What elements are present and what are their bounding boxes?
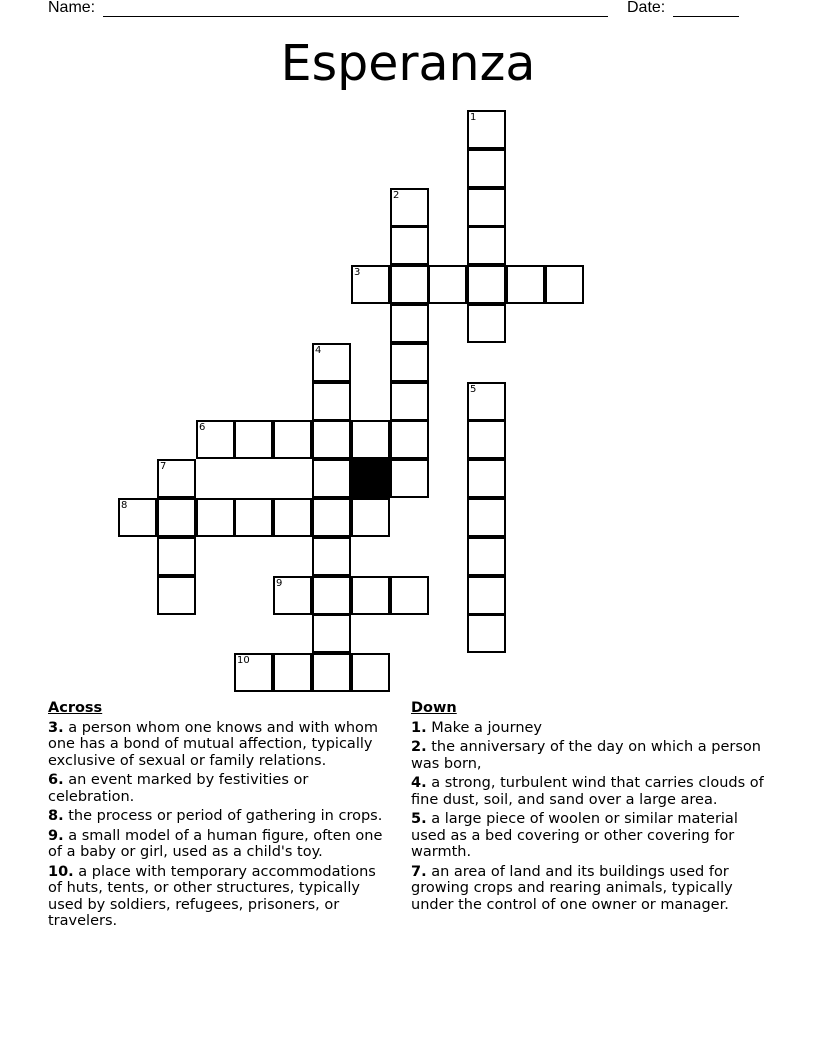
grid-cell[interactable] [273, 576, 312, 615]
clue-down-2 [411, 739, 766, 772]
grid-cell[interactable] [351, 653, 390, 692]
grid-cell[interactable] [157, 537, 196, 576]
grid-cell[interactable] [467, 265, 506, 304]
grid-cell[interactable] [467, 110, 506, 149]
grid-cell[interactable] [273, 420, 312, 459]
grid-cell[interactable] [312, 382, 351, 421]
clue-number: 10. [48, 863, 74, 880]
clue-number: 9. [48, 827, 64, 844]
clue-text: a small model of a human figure, often one of a baby or girl, used as a child's toy. [48, 827, 383, 860]
grid-cell[interactable] [312, 537, 351, 576]
clue-number: 1. [411, 719, 427, 736]
clue-text: an event marked by festivities or celebration. [48, 772, 309, 805]
clue-across-8 [48, 808, 393, 825]
grid-cell[interactable] [196, 498, 235, 537]
clue-text: a person whom one knows and with whom one has a bond of mutual affection, typically exclusive of sexual or family relations. [48, 719, 379, 769]
grid-cell[interactable] [390, 420, 429, 459]
grid-cell[interactable] [234, 653, 273, 692]
grid-cell[interactable] [351, 576, 390, 615]
grid-cell[interactable] [118, 498, 157, 537]
grid-cell[interactable] [157, 498, 196, 537]
grid-cell[interactable] [351, 420, 390, 459]
grid-cell[interactable] [545, 265, 584, 304]
grid-cell[interactable] [312, 343, 351, 382]
cell-number: 4 [315, 345, 322, 356]
clue-text: an area of land and its buildings used for growing crops and rearing animals, typically under the control of one owner or manager. [411, 863, 733, 913]
clue-across-3 [48, 720, 393, 770]
grid-cell[interactable] [467, 304, 506, 343]
clue-number: 2. [411, 739, 427, 755]
cell-number: 8 [121, 500, 128, 511]
grid-cell[interactable] [390, 304, 429, 343]
grid-cell[interactable] [467, 459, 506, 498]
clue-down-7 [411, 864, 766, 914]
clue-across-6 [48, 772, 393, 805]
grid-cell[interactable] [467, 614, 506, 653]
clue-text: the process or period of gathering in crops. [63, 808, 383, 824]
grid-cell[interactable] [312, 614, 351, 653]
clue-down-5 [411, 811, 766, 861]
grid-cell[interactable] [312, 498, 351, 537]
grid-cell[interactable] [312, 459, 351, 498]
clue-down-4 [411, 775, 766, 808]
clue-text: a large piece of woolen or similar material used as a bed covering or other covering for warmth. [411, 811, 738, 860]
grid-cell[interactable] [390, 265, 429, 304]
grid-cell[interactable] [428, 265, 467, 304]
clue-number: 8. [48, 808, 64, 824]
name-label: Name: [48, 0, 96, 16]
grid-cell[interactable] [467, 226, 506, 265]
cell-number: 3 [354, 267, 361, 278]
grid-cell[interactable] [467, 576, 506, 615]
grid-cell[interactable] [390, 576, 429, 615]
clue-text: a strong, turbulent wind that carries clouds of fine dust, soil, and sand over a large area. [411, 775, 764, 808]
grid-cell[interactable] [467, 188, 506, 227]
cell-number: 7 [160, 461, 167, 472]
clue-text: Make a journey [426, 719, 543, 736]
grid-cell[interactable] [157, 459, 196, 498]
clue-text: the anniversary of the day on which a person was born, [411, 739, 761, 772]
clue-number: 7. [411, 863, 427, 880]
grid-cell[interactable] [390, 343, 429, 382]
grid-cell[interactable] [312, 576, 351, 615]
grid-cell[interactable] [234, 498, 273, 537]
clue-number: 5. [411, 811, 427, 827]
grid-cell[interactable] [234, 420, 273, 459]
grid-cell[interactable] [390, 226, 429, 265]
grid-cell[interactable] [467, 498, 506, 537]
grid-cell[interactable] [467, 149, 506, 188]
clue-down-1 [411, 720, 766, 737]
across-heading: Across [48, 700, 103, 716]
cell-number: 10 [237, 655, 250, 666]
cell-number: 1 [470, 112, 477, 123]
grid-cell[interactable] [273, 498, 312, 537]
clue-across-9 [48, 828, 393, 861]
cell-number: 6 [199, 422, 206, 433]
grid-cell[interactable] [196, 420, 235, 459]
across-clues [48, 700, 393, 933]
grid-cell[interactable] [351, 498, 390, 537]
cell-number: 9 [276, 578, 283, 589]
clue-number: 4. [411, 775, 427, 791]
grid-cell[interactable] [390, 382, 429, 421]
grid-cell[interactable] [157, 576, 196, 615]
grid-cell[interactable] [312, 653, 351, 692]
down-heading: Down [411, 700, 457, 716]
grid-cell[interactable] [351, 265, 390, 304]
grid-cell[interactable] [467, 537, 506, 576]
black-cell [351, 459, 390, 498]
grid-cell[interactable] [312, 420, 351, 459]
down-clues [411, 700, 766, 916]
grid-cell[interactable] [390, 459, 429, 498]
date-label: Date: [627, 0, 666, 16]
clue-across-10 [48, 864, 393, 930]
cell-number: 2 [393, 190, 400, 201]
clue-number: 3. [48, 719, 64, 736]
clue-number: 6. [48, 772, 64, 788]
grid-cell[interactable] [273, 653, 312, 692]
grid-cell[interactable] [467, 420, 506, 459]
grid-cell[interactable] [506, 265, 545, 304]
cell-number: 5 [470, 384, 477, 395]
page-title: Esperanza [280, 35, 536, 92]
grid-cell[interactable] [390, 188, 429, 227]
grid-cell[interactable] [467, 382, 506, 421]
clue-text: a place with temporary accommodations of huts, tents, or other structures, typically used by soldiers, refugees, prisoners, or travelers. [48, 863, 376, 929]
